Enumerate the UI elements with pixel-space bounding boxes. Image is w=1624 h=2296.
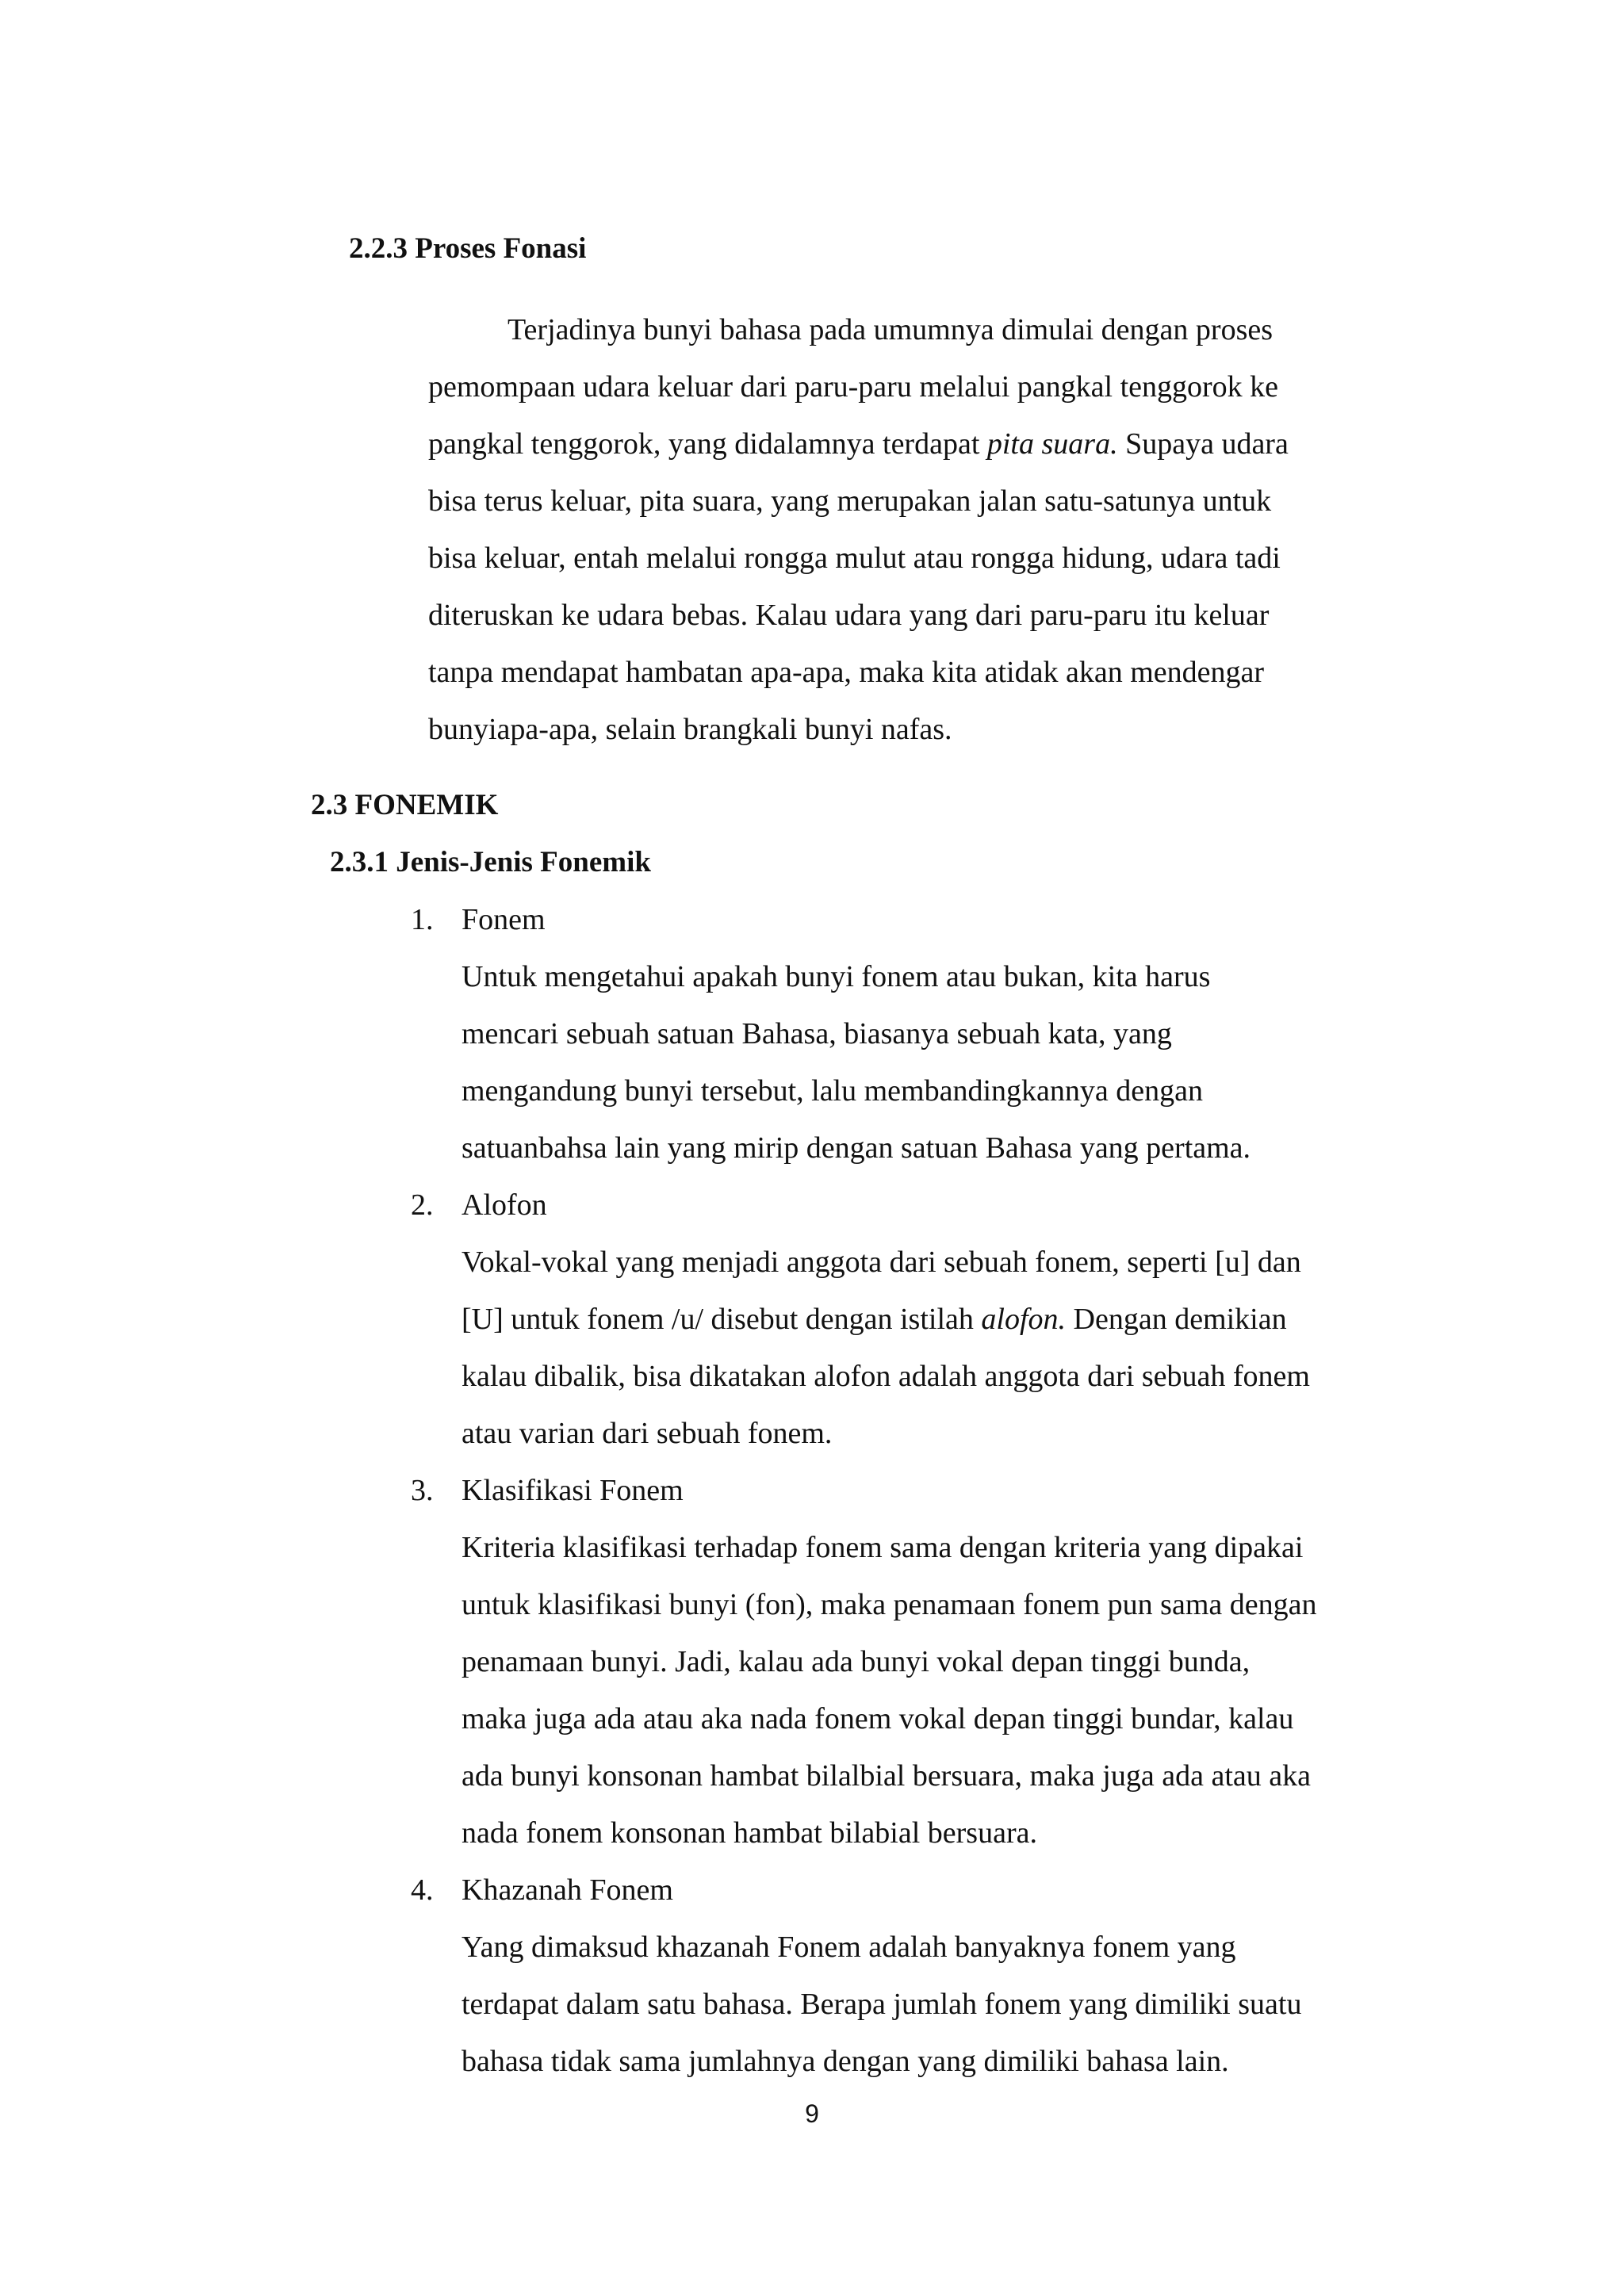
section-heading-2-2-3: 2.2.3 Proses Fonasi	[349, 232, 587, 265]
paragraph-line: bisa keluar, entah melalui rongga mulut atau rongga hidung, udara tadi	[428, 541, 1281, 575]
paragraph-line: bisa terus keluar, pita suara, yang merupakan jalan satu-satunya untuk	[428, 484, 1272, 518]
list-item-label: Fonem	[462, 903, 546, 936]
list-item-line: terdapat dalam satu bahasa. Berapa jumlah fonem yang dimiliki suatu	[462, 1988, 1302, 2021]
list-item-line: Untuk mengetahui apakah bunyi fonem atau bukan, kita harus	[462, 960, 1211, 993]
italic-term: alofon.	[981, 1303, 1067, 1336]
list-item-line: atau varian dari sebuah fonem.	[462, 1417, 833, 1450]
list-item-heading	[411, 1188, 547, 1223]
paragraph-line: bunyiapa-apa, selain brangkali bunyi nafas.	[428, 713, 952, 746]
list-item-line: penamaan bunyi. Jadi, kalau ada bunyi vokal depan tinggi bunda,	[462, 1645, 1251, 1678]
list-item-line: Yang dimaksud khazanah Fonem adalah banyaknya fonem yang	[462, 1931, 1236, 1964]
list-item-label: Alofon	[462, 1188, 547, 1222]
list-item-line-text: [U] untuk fonem /u/ disebut dengan istilah	[462, 1303, 982, 1336]
list-item-label: Klasifikasi Fonem	[462, 1474, 684, 1507]
list-item-line: maka juga ada atau aka nada fonem vokal depan tinggi bundar, kalau	[462, 1702, 1294, 1735]
list-item-line: Vokal-vokal yang menjadi anggota dari sebuah fonem, seperti [u] dan	[462, 1246, 1301, 1279]
list-item-number: 1.	[411, 903, 434, 936]
list-item-label: Khazanah Fonem	[462, 1873, 673, 1907]
list-item-line: untuk klasifikasi bunyi (fon), maka penamaan fonem pun sama dengan	[462, 1588, 1317, 1621]
paragraph-line	[428, 427, 1289, 461]
paragraph-line: diteruskan ke udara bebas. Kalau udara yang dari paru-paru itu keluar	[428, 599, 1270, 632]
list-item-line: mengandung bunyi tersebut, lalu membandingkannya dengan	[462, 1074, 1203, 1108]
list-item-line: Kriteria klasifikasi terhadap fonem sama dengan kriteria yang dipakai	[462, 1531, 1304, 1564]
section-heading-2-3: 2.3 FONEMIK	[311, 789, 499, 821]
list-item-number: 4.	[411, 1873, 434, 1907]
section-heading-2-3-1: 2.3.1 Jenis-Jenis Fonemik	[330, 846, 651, 878]
list-item-line: kalau dibalik, bisa dikatakan alofon adalah anggota dari sebuah fonem	[462, 1360, 1310, 1393]
list-item-number: 2.	[411, 1188, 434, 1222]
italic-term: pita suara.	[986, 427, 1118, 461]
list-item-line: ada bunyi konsonan hambat bilalbial bersuara, maka juga ada atau aka	[462, 1759, 1311, 1793]
page-number: 9	[805, 2099, 819, 2128]
list-item-line: nada fonem konsonan hambat bilabial bersuara.	[462, 1816, 1037, 1850]
paragraph-line-text: pangkal tenggorok, yang didalamnya terdapat	[428, 427, 987, 461]
paragraph-line-tail: Supaya udara	[1117, 427, 1289, 461]
list-item-heading	[411, 902, 546, 937]
paragraph-line: Terjadinya bunyi bahasa pada umumnya dimulai dengan proses	[508, 313, 1274, 346]
list-item-heading	[411, 1873, 673, 1908]
list-item-line: bahasa tidak sama jumlahnya dengan yang dimiliki bahasa lain.	[462, 2045, 1229, 2078]
list-item-number: 3.	[411, 1474, 434, 1507]
paragraph-line: tanpa mendapat hambatan apa-apa, maka kita atidak akan mendengar	[428, 656, 1264, 689]
list-item-heading	[411, 1473, 684, 1508]
paragraph-line: pemompaan udara keluar dari paru-paru melalui pangkal tenggorok ke	[428, 370, 1279, 404]
list-item-line: satuanbahsa lain yang mirip dengan satuan Bahasa yang pertama.	[462, 1131, 1251, 1165]
list-item-line	[462, 1302, 1287, 1337]
list-item-line: mencari sebuah satuan Bahasa, biasanya sebuah kata, yang	[462, 1017, 1172, 1050]
list-item-line-tail: Dengan demikian	[1066, 1303, 1287, 1336]
